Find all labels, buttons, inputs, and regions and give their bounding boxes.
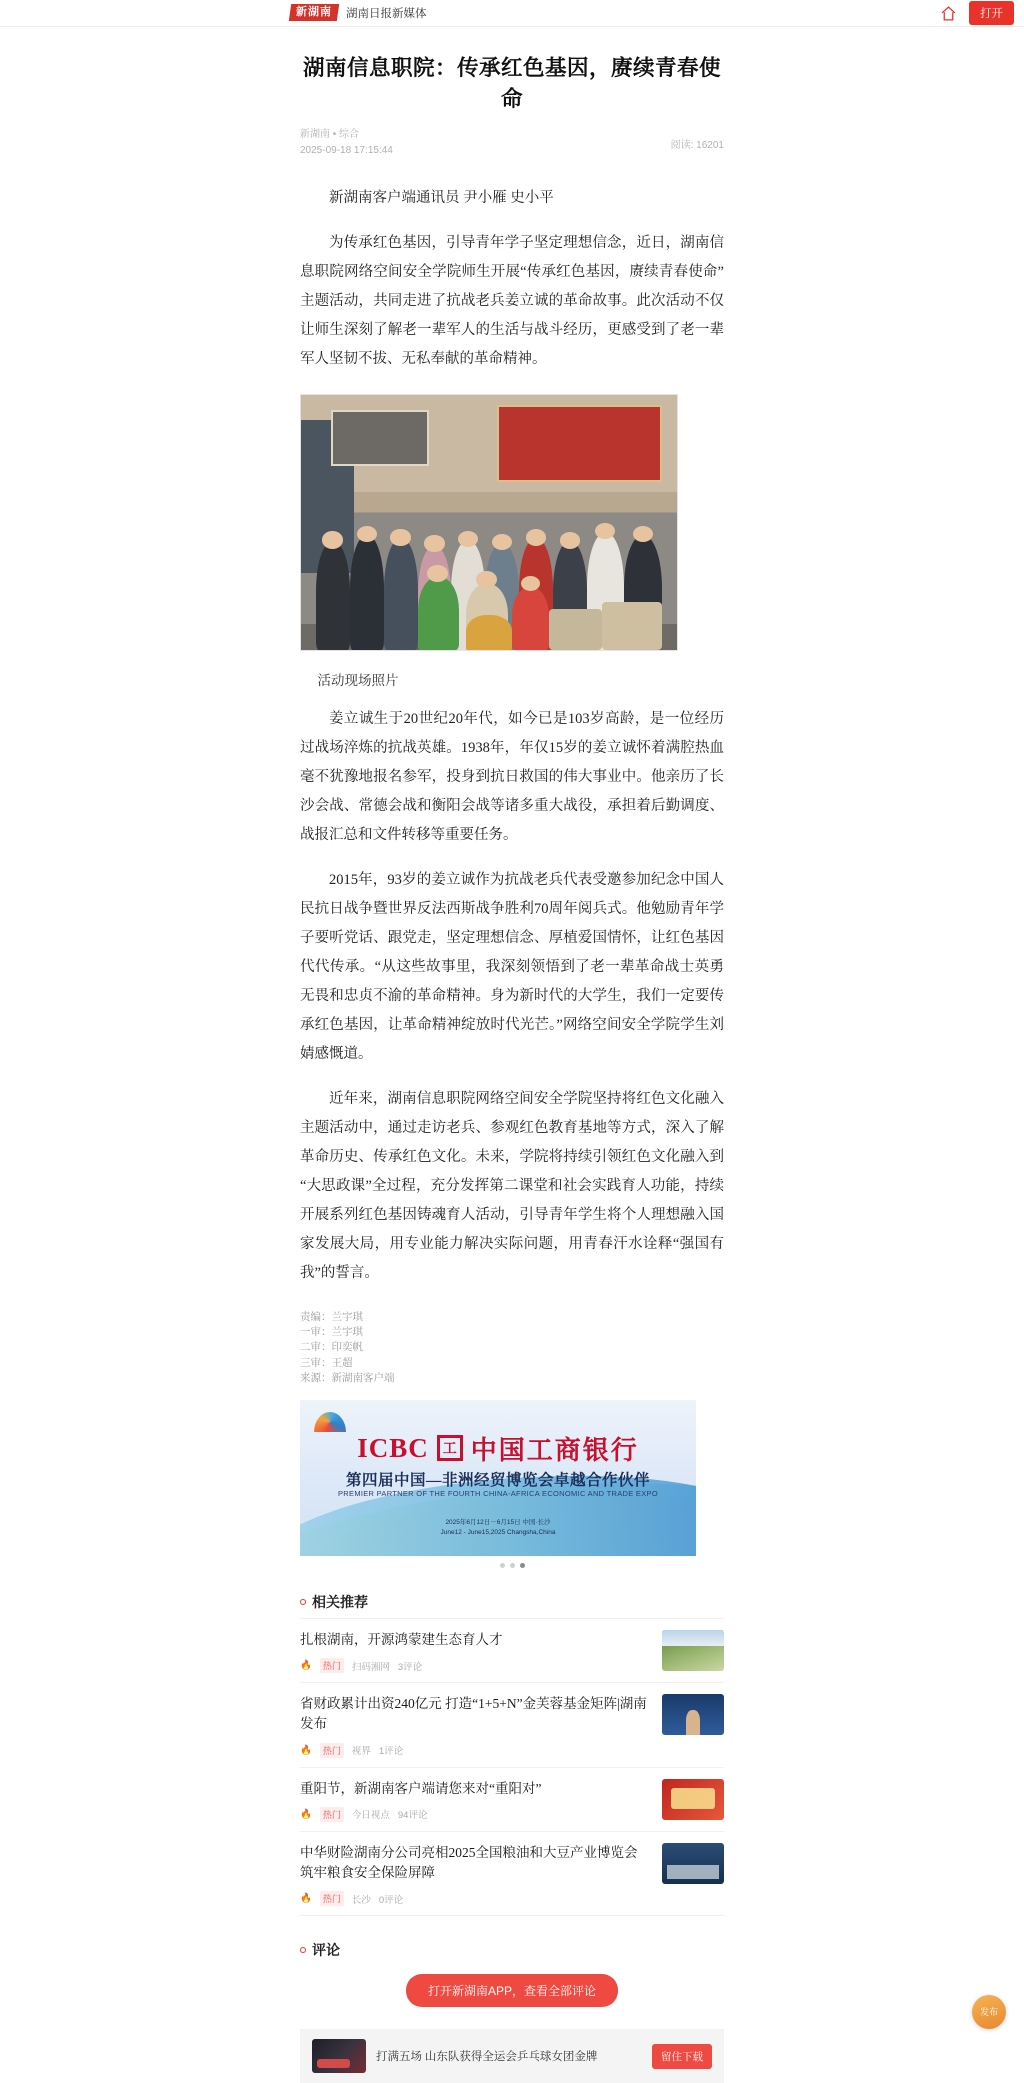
list-item-title[interactable]: 省财政累计出资240亿元 打造“1+5+N”金芙蓉基金矩阵|湖南发布 bbox=[300, 1696, 647, 1732]
article-paragraph-3: 2015年，93岁的姜立诚作为抗战老兵代表受邀参加纪念中国人民抗日战争暨世界反法西斯战争胜利70周年阅兵式。他勉励青年学子要听党话、跟党走，坚定理想信念、厚植爱国情怀，让红色基因代代传承。“从这些故事里，我深刻领悟到了老一辈革命战士英勇无畏和忠贞不渝的革命精神。身为新时代的大学生，我们一定要传承红色基因，让革命精神绽放时代光芒。”网络空间安全学院学生刘婧感慨道。 bbox=[300, 871, 724, 1062]
list-item-thumbnail[interactable] bbox=[662, 1779, 724, 1820]
comments-section-title: 评论 bbox=[312, 1944, 340, 1960]
icbc-lockup bbox=[300, 1430, 696, 1467]
icbc-wordmark: ICBC bbox=[357, 1432, 429, 1463]
article-datetime: 2025-09-18 17:15:44 bbox=[300, 145, 393, 157]
promo-thumbnail[interactable] bbox=[312, 2039, 366, 2073]
fire-icon: 🔥 bbox=[300, 1660, 312, 1672]
list-item-channel: 扫码湘网 bbox=[351, 1661, 390, 1673]
list-item-channel: 长沙 bbox=[351, 1894, 371, 1906]
list-item[interactable] bbox=[300, 1619, 724, 1683]
article-photo[interactable] bbox=[300, 394, 678, 651]
list-item-meta bbox=[300, 1807, 652, 1822]
article-paragraph-4: 近年来，湖南信息职院网络空间安全学院坚持将红色文化融入主题活动中，通过走访老兵、参观红色教育基地等方式，深入了解革命历史、传承红色文化。未来，学院将持续引领红色文化融入到“大思政课”全过程，充分发挥第二课堂和社会实践育人功能，持续开展系列红色基因铸魂育人活动，引导青年学生将个人理想融入国家发展大局，用专业能力解决实际问题，用青春汗水诠释“强国有我”的誓言。 bbox=[300, 1090, 724, 1281]
home-icon[interactable] bbox=[940, 5, 957, 22]
list-item[interactable] bbox=[300, 1832, 724, 1917]
promo-download-button[interactable]: 留住下载 bbox=[652, 2044, 712, 2069]
article-credits bbox=[300, 1310, 724, 1386]
article-byline: 新湖南客户端通讯员 尹小雁 史小平 bbox=[329, 190, 554, 207]
open-app-button[interactable]: 打开 bbox=[969, 1, 1014, 25]
banner-date-en: June12 - June15,2025 Changsha,China bbox=[440, 1529, 556, 1537]
top-bar bbox=[0, 0, 1024, 27]
list-item-meta bbox=[300, 1658, 652, 1673]
open-app-comments-button[interactable]: 打开新湖南APP，查看全部评论 bbox=[406, 1974, 618, 2007]
site-logo-text: 新湖南 bbox=[296, 6, 332, 19]
section-bullet-icon bbox=[300, 1947, 306, 1953]
list-item-meta bbox=[300, 1743, 652, 1758]
section-bullet-icon bbox=[300, 1599, 306, 1605]
list-item-tag: 热门 bbox=[320, 1807, 344, 1822]
list-item-thumbnail[interactable] bbox=[662, 1694, 724, 1735]
fire-icon: 🔥 bbox=[300, 1893, 312, 1905]
banner-headline: 第四届中国—非洲经贸博览会卓越合作伙伴 bbox=[345, 1471, 650, 1489]
credit-line-2: 一审：兰宇琪 bbox=[300, 1327, 363, 1339]
article-source: 新湖南 • 综合 bbox=[300, 129, 360, 141]
list-item-channel: 视界 bbox=[351, 1746, 371, 1758]
carousel-dot-2[interactable] bbox=[510, 1563, 515, 1568]
icbc-logo-icon: 工 bbox=[437, 1435, 463, 1461]
list-item-main bbox=[300, 1779, 652, 1822]
article-photo-wrap bbox=[300, 394, 724, 689]
photo-crowd bbox=[301, 492, 677, 650]
banner-subline: PREMIER PARTNER OF THE FOURTH CHINA-AFRICA ECONOMIC AND TRADE EXPO bbox=[338, 1488, 658, 1498]
icbc-chinese-name: 中国工商银行 bbox=[470, 1435, 639, 1465]
list-item-main bbox=[300, 1843, 652, 1907]
list-item-title[interactable]: 扎根湖南，开源鸿蒙建生态育人才 bbox=[300, 1631, 503, 1647]
site-logo[interactable] bbox=[289, 4, 339, 21]
page-title: 湖南信息职院：传承红色基因，赓续青春使命 bbox=[302, 56, 721, 112]
fire-icon: 🔥 bbox=[300, 1808, 312, 1820]
article-paragraph-2: 姜立诚生于20世纪20年代，如今已是103岁高龄，是一位经历过战场淬炼的抗战英雄。1938年，年仅15岁的姜立诚怀着满腔热血毫不犹豫地报名参军，投身到抗日救国的伟大事业中。他亲历了长沙会战、常德会战和衡阳会战等诸多重大战役，承担着后勤调度、战报汇总和文件转移等重要任务。 bbox=[300, 710, 724, 843]
floating-publish-button[interactable]: 发布 bbox=[972, 1995, 1006, 2029]
list-item-channel: 今日视点 bbox=[351, 1810, 390, 1822]
read-count: 阅读: 16201 bbox=[670, 140, 724, 152]
credit-line-4: 三审：王超 bbox=[300, 1357, 353, 1369]
recommend-section-title: 相关推荐 bbox=[312, 1595, 368, 1611]
list-item-comments: 94评论 bbox=[397, 1810, 428, 1822]
list-item-main bbox=[300, 1694, 652, 1758]
credit-line-1: 责编：兰宇琪 bbox=[300, 1311, 363, 1323]
article-paragraph-1: 为传承红色基因，引导青年学子坚定理想信念，近日，湖南信息职院网络空间安全学院师生开展“传承红色基因，赓续青春使命”主题活动，共同走进了抗战老兵姜立诚的革命故事。此次活动不仅让师生深刻了解老一辈军人的生活与战斗经历，更感受到了老一辈军人坚韧不拔、无私奉献的革命精神。 bbox=[300, 234, 724, 367]
photo-red-banner bbox=[497, 405, 662, 482]
list-item[interactable] bbox=[300, 1768, 724, 1832]
carousel-dot-3[interactable] bbox=[520, 1563, 525, 1568]
list-item[interactable] bbox=[300, 1683, 724, 1768]
list-item-comments: 3评论 bbox=[397, 1661, 423, 1673]
photo-caption: 活动现场照片 bbox=[317, 672, 399, 688]
brand-subtitle: 湖南日报新媒体 bbox=[346, 8, 427, 20]
list-item-thumbnail[interactable] bbox=[662, 1630, 724, 1671]
promo-text: 打满五场 山东队获得全运会乒乓球女团金牌 bbox=[376, 2051, 598, 2064]
photo-wall-frame bbox=[331, 410, 429, 466]
article-container bbox=[0, 27, 1024, 2083]
credit-line-5: 来源：新湖南客户端 bbox=[300, 1372, 395, 1384]
list-item-meta bbox=[300, 1891, 652, 1906]
list-item-comments: 1评论 bbox=[378, 1746, 404, 1758]
recommend-section-header bbox=[300, 1592, 724, 1612]
carousel-dot-1[interactable] bbox=[500, 1563, 505, 1568]
list-item-title[interactable]: 重阳节，新湖南客户端请您来对“重阳对” bbox=[300, 1780, 542, 1796]
list-item-tag: 热门 bbox=[320, 1891, 344, 1906]
advertisement-carousel[interactable] bbox=[300, 1400, 724, 1568]
bottom-promo-bar[interactable] bbox=[300, 2029, 724, 2083]
carousel-dots[interactable] bbox=[300, 1563, 724, 1568]
list-item-comments: 0评论 bbox=[378, 1894, 404, 1906]
comments-section-header bbox=[300, 1940, 724, 1960]
comments-cta-wrap bbox=[300, 1974, 724, 2007]
banner-date-cn: 2025年6月12日－6月15日 中国·长沙 bbox=[445, 1519, 551, 1527]
article-meta bbox=[300, 127, 724, 159]
meta-left bbox=[300, 127, 393, 159]
list-item-tag: 热门 bbox=[320, 1743, 344, 1758]
recommend-list bbox=[300, 1618, 724, 1917]
icbc-banner[interactable] bbox=[300, 1400, 696, 1556]
credit-line-3: 二审：印奕帆 bbox=[300, 1342, 363, 1354]
fire-icon: 🔥 bbox=[300, 1744, 312, 1756]
list-item-title[interactable]: 中华财险湖南分公司亮相2025全国粮油和大豆产业博览会 筑牢粮食安全保险屏障 bbox=[300, 1844, 638, 1881]
list-item-thumbnail[interactable] bbox=[662, 1843, 724, 1884]
list-item-tag: 热门 bbox=[320, 1658, 344, 1673]
list-item-main bbox=[300, 1630, 652, 1673]
banner-dates bbox=[300, 1518, 696, 1538]
